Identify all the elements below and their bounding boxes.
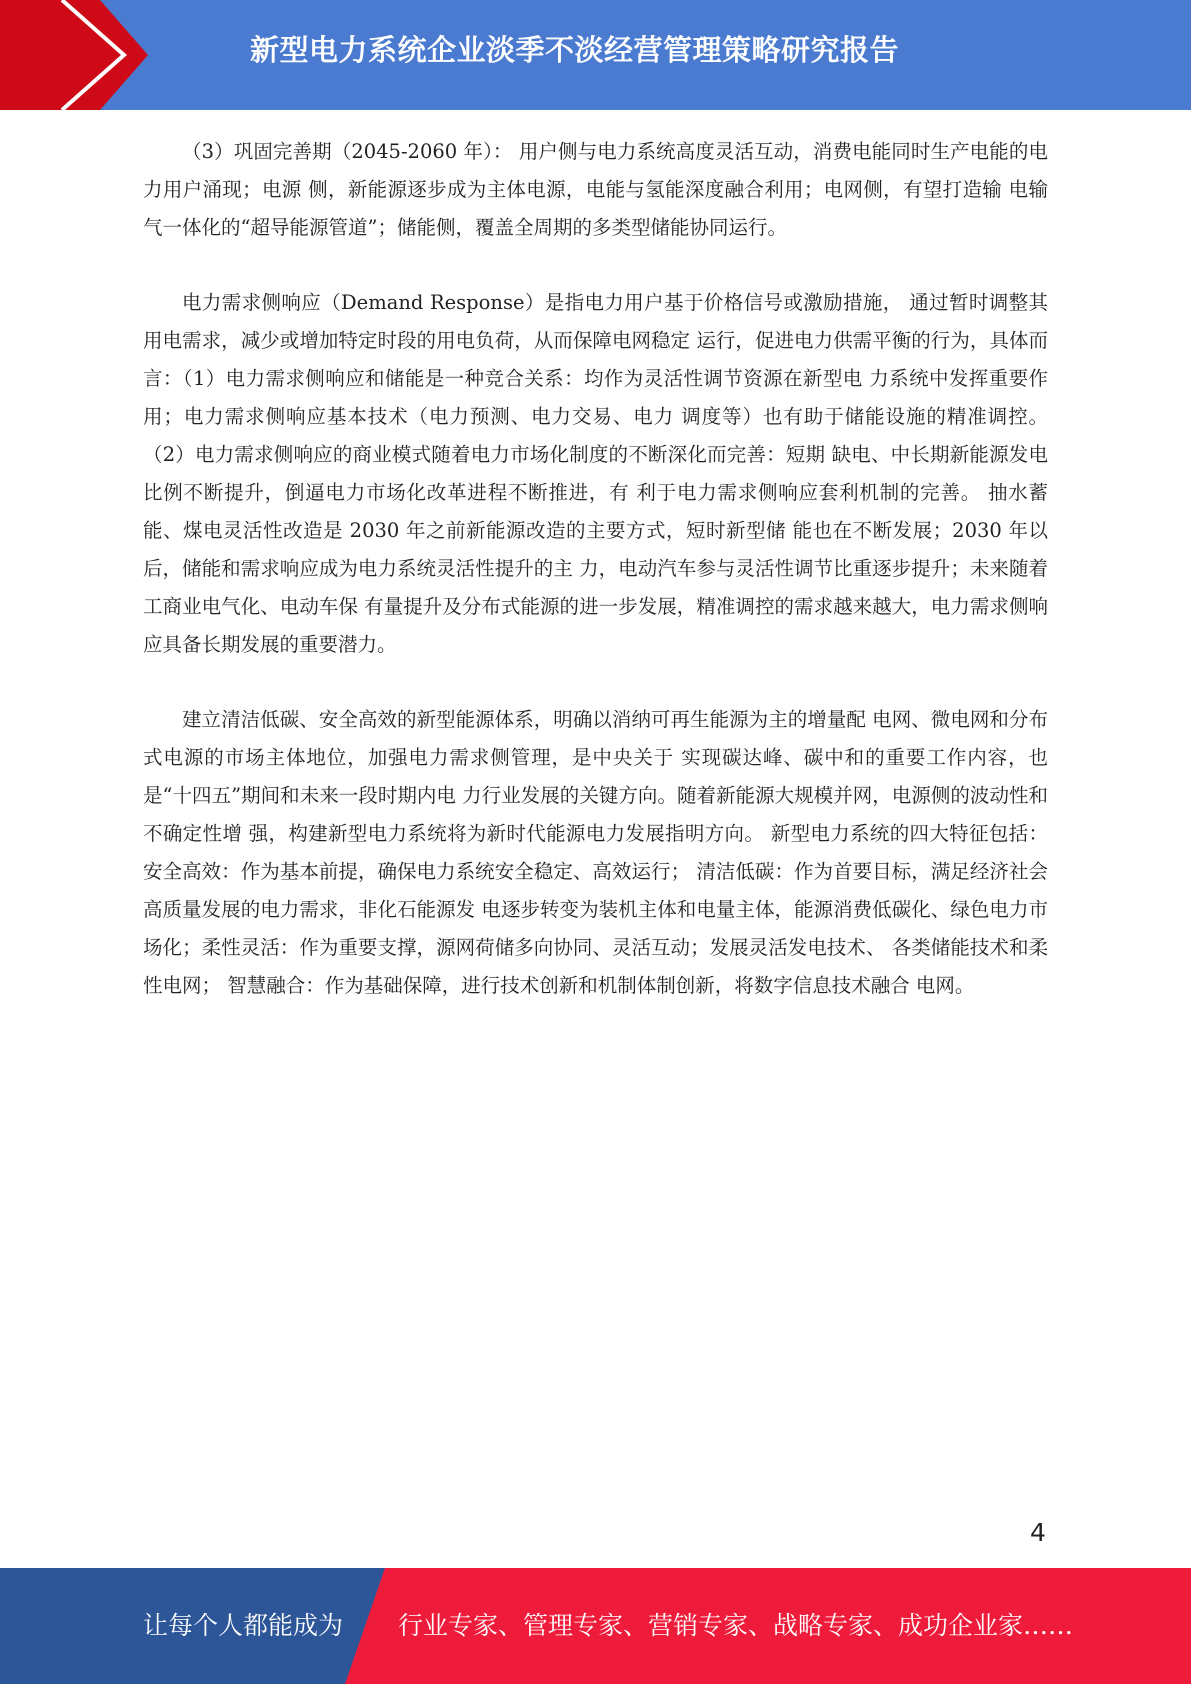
paragraph-consolidation-phase: （3）巩固完善期（2045-2060 年）： 用户侧与电力系统高度灵活互动，消费电能同时生产电能的电力用户涌现；电源 侧，新能源逐步成为主体电源，电能与氢能深度融合利用；电网侧，有望打造输 电输气一体化的“超导能源管道”；储能侧，覆盖全周期的多类型储能协同运行。 [143, 140, 1048, 239]
page-footer [0, 1568, 1191, 1684]
paragraph-new-power-system: 建立清洁低碳、安全高效的新型能源体系，明确以消纳可再生能源为主的增量配 电网、微电网和分布式电源的市场主体地位，加强电力需求侧管理，是中央关于 实现碳达峰、碳中和的重要工作内容，也是“十四五”期间和未来一段时期内电 力行业发展的关键方向。随着新能源大规模并网，电源侧的波动性和不确定性增 强，构建新型电力系统将为新时代能源电力发展指明方向。 新型电力系统的四大特征包括： 安全高效：作为基本前提，确保电力系统安全稳定、高效运行； 清洁低碳：作为首要目标，满足经济社会高质量发展的电力需求，非化石能源发 电逐步转变为装机主体和电量主体，能源消费低碳化、绿色电力市场化；柔性灵活：作为重要支撑，源网荷储多向协同、灵活互动；发展灵活发电技术、 各类储能技术和柔性电网； 智慧融合：作为基础保障，进行技术创新和机制体制创新，将数字信息技术融合 电网。 [143, 708, 1048, 997]
page-number: 4 [1030, 1518, 1046, 1547]
header-chevron-decoration [0, 0, 160, 110]
report-title: 新型电力系统企业淡季不淡经营管理策略研究报告 [250, 33, 900, 67]
paragraph-demand-response: 电力需求侧响应（Demand Response）是指电力用户基于价格信号或激励措施， 通过暂时调整其用电需求，减少或增加特定时段的用电负荷，从而保障电网稳定 运行，促进电力供需平衡的行为，具体而言：（1）电力需求侧响应和储能是一种竞合关系：均作为灵活性调节资源在新型电 力系统中发挥重要作用；电力需求侧响应基本技术（电力预测、电力交易、电力 调度等）也有助于储能设施的精准调控。 （2）电力需求侧响应的商业模式随着电力市场化制度的不断深化而完善：短期 缺电、中长期新能源发电比例不断提升，倒逼电力市场化改革进程不断推进，有 利于电力需求侧响应套利机制的完善。 抽水蓄能、煤电灵活性改造是 2030 年之前新能源改造的主要方式，短时新型储 能也在不断发展；2030 年以后，储能和需求响应成为电力系统灵活性提升的主 力，电动汽车参与灵活性调节比重逐步提升；未来随着工商业电气化、电动车保 有量提升及分布式能源的进一步发展，精准调控的需求越来越大，电力需求侧响 应具备长期发展的重要潜力。 [143, 291, 1048, 656]
page-header [0, 0, 1191, 110]
page-body [143, 133, 1048, 1042]
footer-slogan-left: 让每个人都能成为 [143, 1611, 344, 1640]
footer-slogan-right: 行业专家、管理专家、营销专家、战略专家、成功企业家…… [398, 1611, 1074, 1640]
